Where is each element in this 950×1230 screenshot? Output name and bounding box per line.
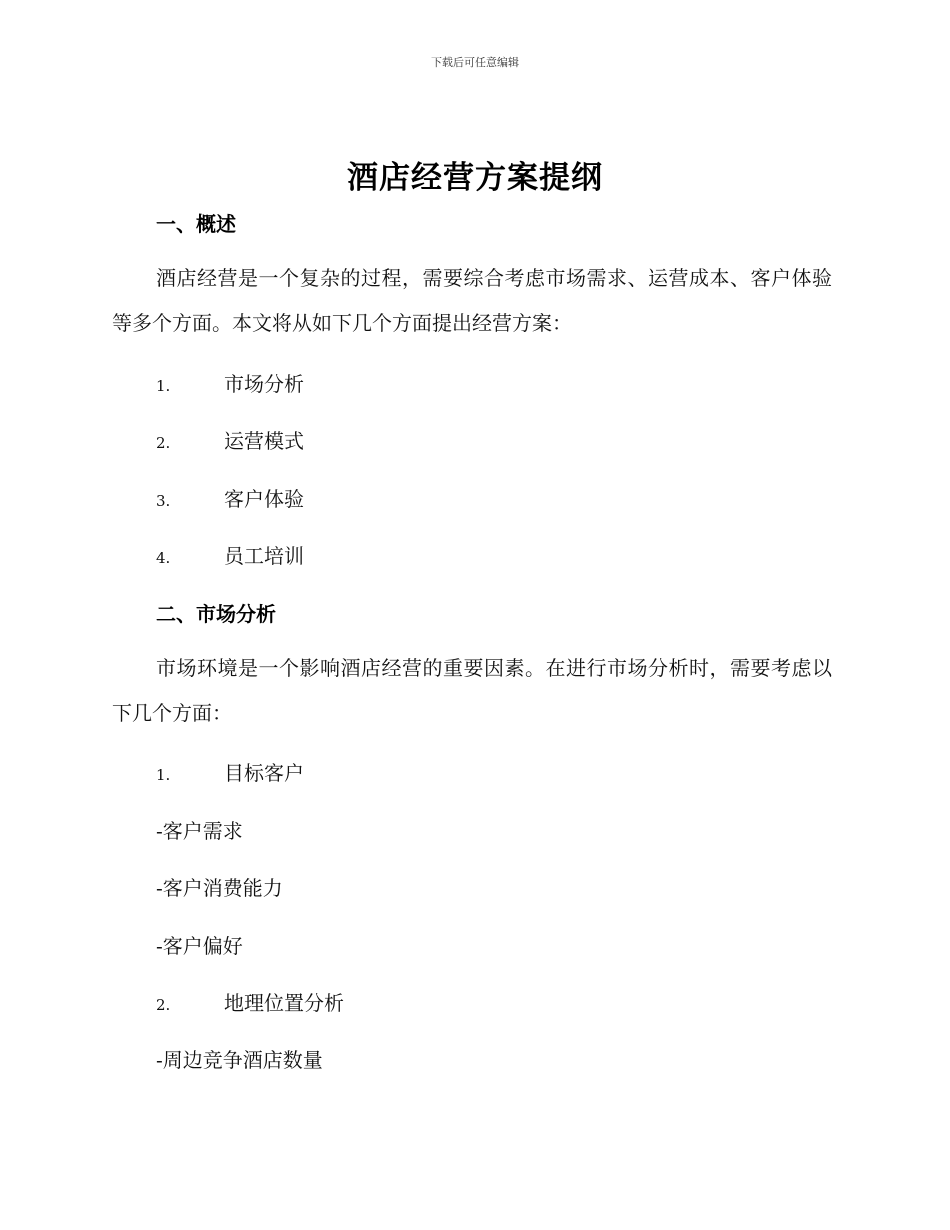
list-number: 1. [156,377,171,395]
section-heading-market-analysis: 二、市场分析 [156,602,276,626]
list-number: 3. [156,492,171,510]
sub-list-item: -客户需求 [156,819,243,843]
overview-paragraph: 酒店经营是一个复杂的过程，需要综合考虑市场需求、运营成本、客户体验等多个方面。本文将从如下几个方面提出经营方案： [112,266,832,335]
header-note: 下载后可任意编辑 [431,56,519,69]
list-number: 2. [156,434,171,452]
list-number: 2. [156,996,171,1014]
list-item [156,757,304,786]
sub-list-item: -周边竞争酒店数量 [156,1048,323,1072]
list-item [156,368,304,397]
list-number: 1. [156,766,171,784]
list-text: 员工培训 [224,544,304,568]
list-text: 运营模式 [224,429,304,453]
list-text: 目标客户 [224,761,304,785]
market-paragraph: 市场环境是一个影响酒店经营的重要因素。在进行市场分析时，需要考虑以下几个方面： [112,656,832,725]
list-item [156,425,304,454]
list-item [156,987,344,1016]
sub-list-item: -客户消费能力 [156,876,283,900]
document-title: 酒店经营方案提纲 [347,160,603,196]
list-item [156,483,304,512]
list-text: 市场分析 [224,372,304,396]
list-number: 4. [156,549,171,567]
sub-list-item: -客户偏好 [156,934,243,958]
list-item [156,540,304,569]
section-heading-overview: 一、概述 [156,212,236,236]
list-text: 地理位置分析 [224,991,344,1015]
list-text: 客户体验 [224,487,304,511]
